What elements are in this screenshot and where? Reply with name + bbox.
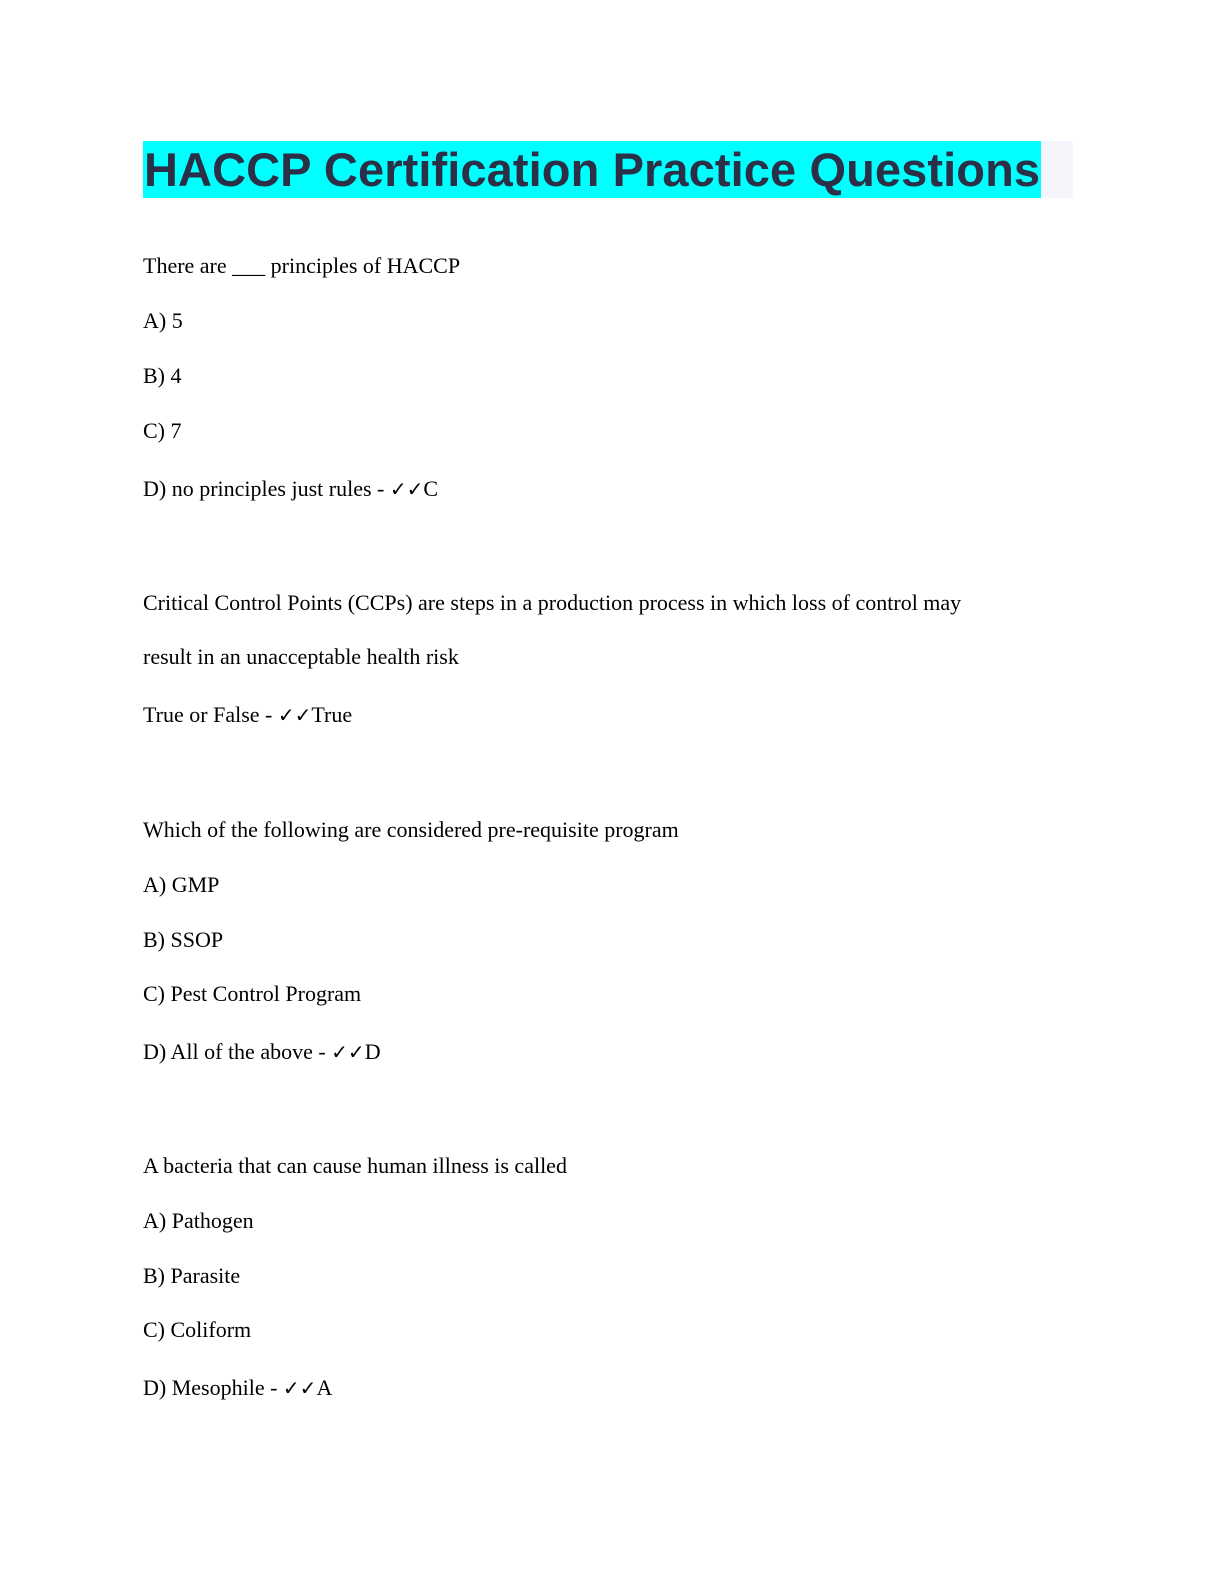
question-2-prompt-line-1: Critical Control Points (CCPs) are steps in a production process in which loss of control may: [143, 590, 962, 615]
question-2-option-row: [143, 702, 352, 728]
title-banner: [143, 141, 1073, 198]
double-check-icon: ✓✓: [282, 1376, 317, 1400]
question-4-option-a: A) Pathogen: [143, 1208, 254, 1233]
page-title: HACCP Certification Practice Questions: [144, 143, 1041, 196]
question-1-option-d-row: [143, 476, 438, 502]
question-1-option-a: A) 5: [143, 308, 183, 333]
question-2-prompt-line-2: result in an unacceptable health risk: [143, 644, 459, 669]
question-4-option-d: D) Mesophile -: [143, 1375, 278, 1400]
question-3-option-b: B) SSOP: [143, 927, 224, 952]
question-1-option-b: B) 4: [143, 363, 182, 388]
question-4-answer: A: [316, 1375, 333, 1400]
question-1-answer: C: [423, 476, 439, 501]
question-2-answer: True: [311, 702, 353, 727]
question-3-option-d: D) All of the above -: [143, 1039, 326, 1064]
question-1-option-d: D) no principles just rules -: [143, 476, 385, 501]
question-3-answer: D: [364, 1039, 381, 1064]
question-1-option-c: C) 7: [143, 418, 182, 443]
question-4-option-b: B) Parasite: [143, 1263, 241, 1288]
double-check-icon: ✓✓: [389, 477, 424, 501]
question-3-prompt: Which of the following are considered pre-requisite program: [143, 817, 679, 842]
question-4-option-d-row: [143, 1375, 332, 1401]
question-3-option-a: A) GMP: [143, 872, 220, 897]
question-3-option-c: C) Pest Control Program: [143, 981, 362, 1006]
question-3-option-d-row: [143, 1039, 381, 1065]
question-4-option-c: C) Coliform: [143, 1317, 252, 1342]
double-check-icon: ✓✓: [277, 703, 312, 727]
question-4-prompt: A bacteria that can cause human illness is called: [143, 1153, 567, 1178]
question-1-prompt: There are ___ principles of HACCP: [143, 253, 461, 278]
double-check-icon: ✓✓: [331, 1040, 365, 1064]
question-2-option: True or False -: [143, 702, 273, 727]
